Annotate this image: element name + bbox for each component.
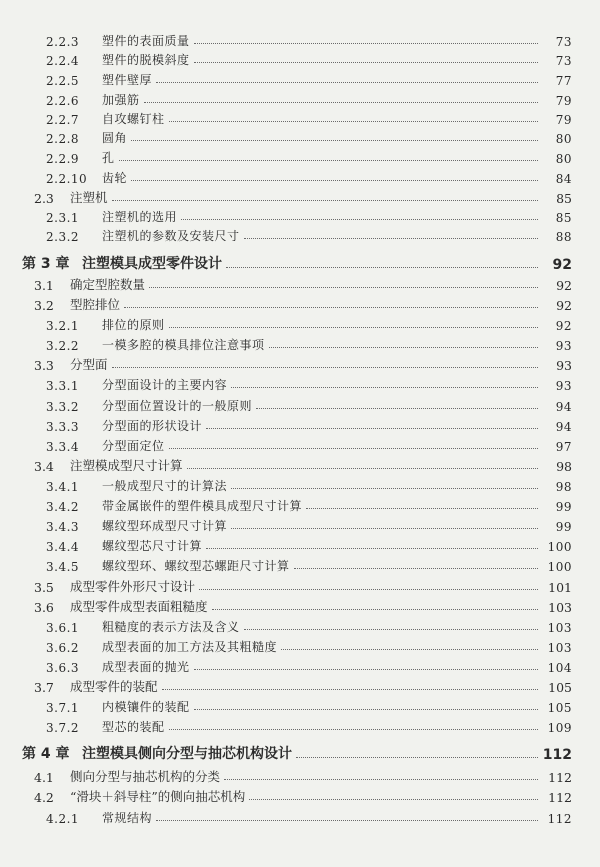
toc-entry-page-number: 100 [547,540,572,554]
toc-entry-title: 塑件的脱模斜度 [102,53,190,67]
dot-leader [131,180,538,181]
toc-entry[interactable] [0,695,600,715]
toc-entry-number: 2.3.2 [46,230,80,244]
toc-entry[interactable] [0,146,600,166]
toc-entry-number: 3.6.1 [46,621,80,635]
toc-entry[interactable] [0,806,600,826]
toc-entry-number: 3.4.2 [46,500,80,514]
toc-entry-number: 3.7.2 [46,721,80,735]
toc-entry-title: 成型零件成型表面粗糙度 [70,599,208,614]
dot-leader [244,629,538,630]
toc-entry-page-number: 93 [556,358,572,373]
toc-entry-number: 3.4.4 [46,540,80,554]
toc-entry-number: 3.7 [34,680,54,695]
dot-leader [226,267,538,268]
toc-entry-title: 确定型腔数量 [70,277,146,292]
toc-entry-page-number: 80 [555,132,572,146]
toc-entry-page-number: 99 [555,500,572,514]
toc-entry-number: 3.6.3 [46,661,80,675]
toc-entry-number: 3.7.1 [46,701,80,715]
dot-leader [231,387,538,388]
toc-entry-title: “滑块＋斜导柱”的侧向抽芯机构 [70,789,246,804]
toc-entry[interactable] [0,293,600,313]
dot-leader [249,799,538,800]
dot-leader [112,200,538,201]
dot-leader [269,347,538,348]
toc-entry[interactable] [0,785,600,805]
toc-entry-page-number: 88 [555,230,572,244]
toc-entry[interactable] [0,68,600,88]
toc-entry-title: 一般成型尺寸的计算法 [102,479,228,493]
toc-entry-number: 3.3.4 [46,440,80,454]
toc-entry-number: 3.2 [34,298,54,313]
toc-entry[interactable] [0,353,600,373]
toc-entry-page-number: 101 [548,580,572,595]
toc-entry-number: 4.2.1 [46,812,80,826]
dot-leader [194,669,538,670]
toc-entry-title: 成型表面的加工方法及其粗糙度 [102,640,278,654]
toc-entry-title: 圆角 [102,131,128,145]
toc-entry[interactable] [0,635,600,655]
toc-entry[interactable] [0,434,600,454]
toc-entry-page-number: 104 [547,661,572,675]
toc-entry-title: 孔 [102,151,115,165]
toc-entry-page-number: 80 [555,152,572,166]
toc-entry-title: 分型面定位 [102,439,165,453]
dot-leader [187,468,538,469]
toc-entry[interactable] [0,554,600,574]
dot-leader [169,448,538,449]
dot-leader [131,140,538,141]
toc-entry-number: 3.3.1 [46,379,80,393]
toc-entry-title: 常规结构 [102,811,153,825]
dot-leader [212,609,538,610]
toc-entry-title: 侧向分型与抽芯机构的分类 [70,769,221,784]
toc-entry-page-number: 92 [556,298,572,313]
toc-entry-page-number: 103 [547,641,572,655]
toc-entry-title: 注塑模成型尺寸计算 [70,458,183,473]
toc-entry[interactable] [0,166,600,186]
dot-leader [206,428,538,429]
toc-entry[interactable] [0,615,600,635]
toc-entry-title: 排位的原则 [102,318,165,332]
toc-entry-page-number: 79 [555,113,572,127]
toc-entry[interactable] [0,575,600,595]
toc-entry[interactable] [0,675,600,695]
toc-entry-title: 螺纹型环成型尺寸计算 [102,519,228,533]
toc-entry[interactable] [0,595,600,615]
toc-entry-number: 3.4.3 [46,520,80,534]
dot-leader [112,367,538,368]
toc-entry-number: 2.2.6 [46,94,80,108]
dot-leader [144,102,538,103]
toc-entry[interactable] [0,765,600,785]
toc-entry-number: 3.3.3 [46,420,80,434]
toc-entry-number: 3.3.2 [46,400,80,414]
toc-entry-page-number: 97 [555,440,572,454]
dot-leader [256,408,538,409]
toc-entry-title: 注塑机的参数及安装尺寸 [102,229,240,243]
toc-entry[interactable] [0,414,600,434]
toc-entry-title: 注塑模具成型零件设计 [82,256,222,272]
toc-entry-number: 4.2 [34,790,54,805]
toc-entry-page-number: 73 [555,35,572,49]
toc-entry-page-number: 99 [555,520,572,534]
toc-entry[interactable] [0,494,600,514]
toc-chapter-entry[interactable] [0,743,600,763]
toc-entry-number: 3.1 [34,278,54,293]
dot-leader [244,238,538,239]
toc-entry[interactable] [0,107,600,127]
toc-entry-title: 注塑机 [70,190,108,205]
dot-leader [149,287,538,288]
toc-entry-page-number: 94 [555,400,572,414]
toc-entry-title: 螺纹型环、螺纹型芯螺距尺寸计算 [102,559,290,573]
toc-entry-title: 塑件壁厚 [102,73,153,87]
toc-entry[interactable] [0,655,600,675]
toc-entry-number: 3.4 [34,459,54,474]
toc-entry[interactable] [0,454,600,474]
dot-leader [119,160,538,161]
dot-leader [206,548,538,549]
toc-entry-title: 成型表面的抛光 [102,660,190,674]
toc-entry-title: 粗糙度的表示方法及含义 [102,620,240,634]
toc-entry-number: 3.5 [34,580,54,595]
toc-entry-number: 2.3.1 [46,211,80,225]
toc-entry-number: 2.2.10 [46,172,88,186]
toc-entry[interactable] [0,224,600,244]
dot-leader [296,757,538,758]
dot-leader [162,689,538,690]
toc-entry-title: 分型面设计的主要内容 [102,378,228,392]
toc-entry[interactable] [0,373,600,393]
toc-entry-number: 3.4.5 [46,560,80,574]
toc-entry[interactable] [0,715,600,735]
toc-entry-page-number: 109 [547,721,572,735]
dot-leader [199,589,538,590]
toc-entry[interactable] [0,205,600,225]
toc-entry-page-number: 112 [548,770,572,785]
toc-entry-page-number: 98 [555,480,572,494]
toc-entry-title: 螺纹型芯尺寸计算 [102,539,203,553]
toc-entry-page-number: 92 [552,257,572,273]
toc-entry-page-number: 93 [555,379,572,393]
toc-entry-page-number: 98 [556,459,572,474]
dot-leader [124,307,538,308]
toc-entry-title: 注塑机的选用 [102,210,178,224]
toc-entry-number: 3.4.1 [46,480,80,494]
dot-leader [181,219,538,220]
toc-entry-page-number: 105 [547,701,572,715]
toc-entry-number: 3.2.1 [46,319,80,333]
dot-leader [194,62,538,63]
dot-leader [294,568,538,569]
toc-entry-title: 型芯的装配 [102,720,165,734]
toc-entry[interactable] [0,186,600,206]
toc-entry-title: 成型零件外形尺寸设计 [70,579,196,594]
toc-entry-number: 2.2.8 [46,132,80,146]
toc-entry-number: 3.6 [34,600,54,615]
toc-entry-title: 带金属嵌件的塑件模具成型尺寸计算 [102,499,303,513]
toc-entry[interactable] [0,534,600,554]
toc-entry-page-number: 73 [555,54,572,68]
toc-entry[interactable] [0,88,600,108]
toc-entry-page-number: 112 [542,747,572,763]
toc-entry-title: 分型面 [70,357,108,372]
dot-leader [231,488,538,489]
toc-entry-page-number: 85 [555,211,572,225]
toc-entry-title: 分型面的形状设计 [102,419,203,433]
dot-leader [231,528,538,529]
toc-entry-page-number: 105 [548,680,572,695]
dot-leader [281,649,538,650]
toc-entry-title: 一模多腔的模具排位注意事项 [102,338,265,352]
toc-entry-title: 成型零件的装配 [70,679,158,694]
toc-entry-page-number: 93 [555,339,572,353]
toc-entry-page-number: 77 [555,74,572,88]
dot-leader [194,43,538,44]
toc-entry-page-number: 85 [556,191,572,206]
toc-entry-number: 第 3 章 [22,256,70,272]
toc-entry-page-number: 79 [555,94,572,108]
dot-leader [306,508,538,509]
toc-entry-title: 塑件的表面质量 [102,34,190,48]
toc-entry-page-number: 112 [548,790,572,805]
dot-leader [194,709,538,710]
toc-entry-number: 3.6.2 [46,641,80,655]
toc-entry-number: 2.2.7 [46,113,80,127]
toc-entry[interactable] [0,48,600,68]
toc-entry-page-number: 103 [547,621,572,635]
toc-entry-number: 第 4 章 [22,746,70,762]
toc-entry-number: 4.1 [34,770,54,785]
toc-entry[interactable] [0,394,600,414]
toc-entry-title: 齿轮 [102,171,128,185]
toc-entry[interactable] [0,333,600,353]
dot-leader [224,779,538,780]
dot-leader [156,82,538,83]
dot-leader [169,121,538,122]
toc-entry-number: 2.2.9 [46,152,80,166]
toc-chapter-entry[interactable] [0,253,600,273]
toc-entry-page-number: 100 [547,560,572,574]
toc-entry[interactable] [0,313,600,333]
toc-entry[interactable] [0,474,600,494]
toc-entry-page-number: 92 [556,278,572,293]
toc-entry-number: 3.3 [34,358,54,373]
toc-entry-page-number: 92 [555,319,572,333]
toc-entry-page-number: 84 [555,172,572,186]
toc-entry-title: 内模镶件的装配 [102,700,190,714]
toc-entry-number: 2.3 [34,191,54,206]
toc-entry-page-number: 94 [555,420,572,434]
toc-entry-title: 型腔排位 [70,297,121,312]
toc-entry-page-number: 112 [547,812,572,826]
toc-entry-title: 自攻螺钉柱 [102,112,165,126]
toc-entry-page-number: 103 [548,600,572,615]
toc-entry[interactable] [0,126,600,146]
toc-entry-number: 2.2.3 [46,35,80,49]
dot-leader [156,820,538,821]
toc-entry-title: 分型面位置设计的一般原则 [102,399,253,413]
toc-entry[interactable] [0,29,600,49]
toc-entry-title: 注塑模具侧向分型与抽芯机构设计 [82,746,292,762]
toc-entry[interactable] [0,273,600,293]
dot-leader [169,327,538,328]
toc-entry[interactable] [0,514,600,534]
toc-entry-title: 加强筋 [102,93,140,107]
dot-leader [169,729,538,730]
toc-entry-number: 2.2.5 [46,74,80,88]
toc-entry-number: 3.2.2 [46,339,80,353]
toc-entry-number: 2.2.4 [46,54,80,68]
